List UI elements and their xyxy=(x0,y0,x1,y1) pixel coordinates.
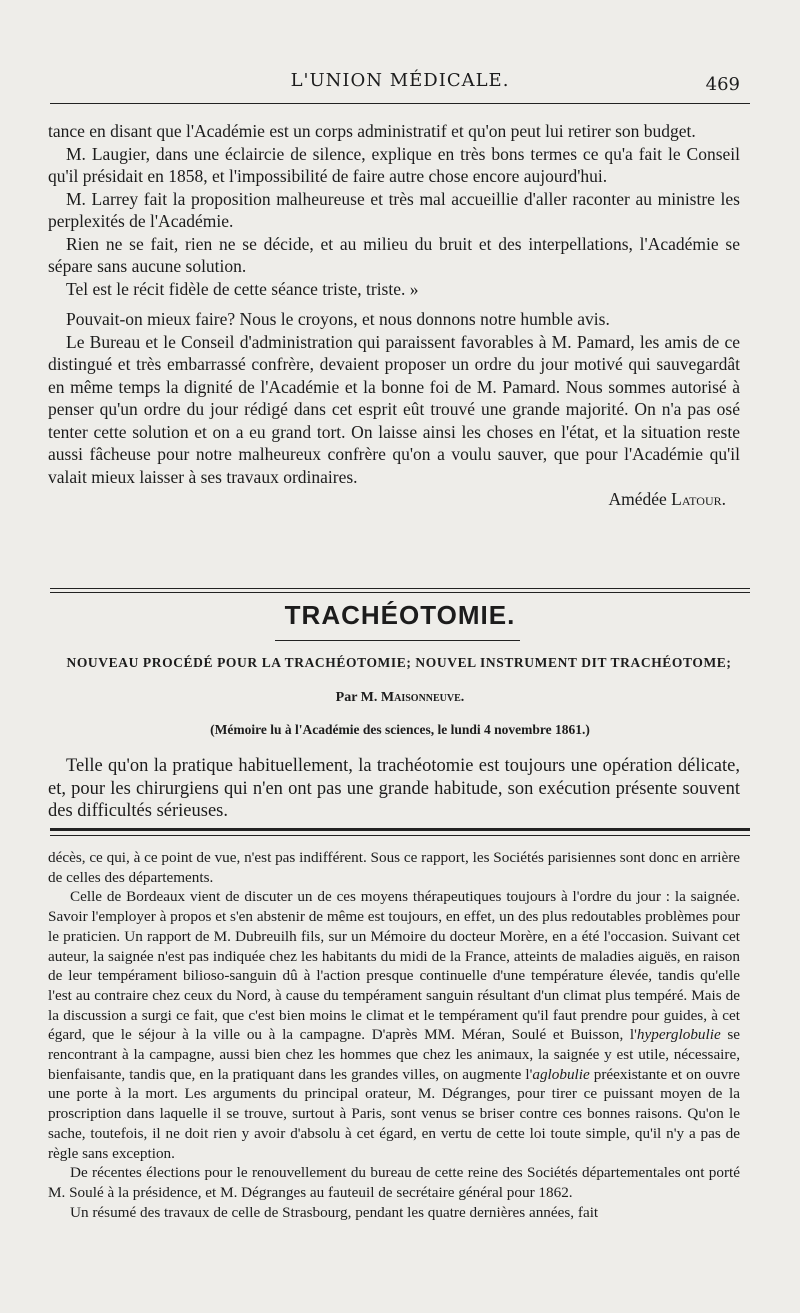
paragraph: De récentes élections pour le renouvellement du bureau de cette reine des Sociétés départementales ont porté M. Soulé à la présidence, et M. Dégranges au fauteuil de secrétaire général pour 1862. xyxy=(48,1164,740,1201)
signature xyxy=(48,488,740,511)
paragraph: tance en disant que l'Académie est un corps administratif et qu'on peut lui retirer son budget. xyxy=(48,121,696,141)
paragraph: Un résumé des travaux de celle de Strasbourg, pendant les quatre dernières années, fait xyxy=(70,1203,599,1221)
author-prefix: Par M. xyxy=(335,690,378,705)
italic-term: hyperglobulie xyxy=(636,1026,721,1044)
memoir-note: (Mémoire lu à l'Académie des sciences, le lundi 4 novembre 1861.) xyxy=(210,722,590,737)
paragraph: Pouvait-on mieux faire? Nous le croyons, et nous donnons notre humble avis. xyxy=(66,309,610,329)
page-number: 469 xyxy=(705,74,740,95)
feuilleton-separator xyxy=(50,828,750,831)
author-name: Maisonneuve. xyxy=(380,690,465,705)
signature-last-name: Latour. xyxy=(671,489,726,509)
section-separator xyxy=(50,588,750,593)
text-run: se rencontrant à la campagne, aussi bien chez les hommes que chez les animaux, la saignée y est utile, nécessaire, bienfaisante, tandis que, en la pratiquant dans les grandes villes, on augmente l' xyxy=(48,1026,740,1083)
section-intro xyxy=(48,755,740,823)
text-run: Celle de Bordeaux vient de discuter un de ces moyens thérapeutiques toujours à l'ordre du jour : la saignée. Savoir l'employer à propos et s'en abstenir de même est toujours, en effet, un des plus redoutables problèmes pour le praticien. Un rapport de M. Dubreuilh fils, sur un Mémoire du docteur Morère, en a été l'occasion. Suivant cet auteur, la saignée n'est pas indiquée chez les habitants du midi de la France, atteints de maladies aiguës, en raison de leur tempérament bilioso-sanguin dû à l'action presque continuelle d'une température élevée, tandis qu'elle l'est au contraire chez ceux du Nord, à cause du tempérament sanguin résultant d'un climat plus tempéré. Mais de la discussion a surgi ce fait, que c'est bien moins le climat et le tempérament qu'il faut prendre pour guides, à cet égard, que le séjour à la ville ou à la campagne. D'après MM. Méran, Soulé et Buisson, l' xyxy=(48,888,740,1044)
header-rule xyxy=(50,103,750,104)
italic-term: aglobulie xyxy=(532,1065,590,1083)
upper-article xyxy=(48,120,740,511)
paragraph: Telle qu'on la pratique habituellement, la trachéotomie est toujours une opération délicate, et, pour les chirurgiens qui n'en ont pas une grande habitude, son exécution présente souvent des difficultés sérieuses. xyxy=(48,756,740,821)
title-underline xyxy=(275,640,520,641)
paragraph: Tel est le récit fidèle de cette séance triste, triste. » xyxy=(66,278,419,299)
section-title: TRACHÉOTOMIE. xyxy=(284,600,516,630)
paragraph: M. Laugier, dans une éclaircie de silence, explique en très bons termes ce qu'a fait le Conseil qu'il présidait en 1858, et l'impossibilité de faire autre chose encore aujourd'hui. xyxy=(48,143,740,186)
text-run: préexistante et on ouvre une porte à la mort. Les arguments du principal orateur, M. Dégranges, pour tirer ce puissant moyen de la proscription dans laquelle il se trouve, surtout à Paris, sont venus se briser contre ces bonnes raisons. Qu'on le sache, toutefois, il ne doit rien y avoir d'absolu à cet égard, en vertu de cette loi toute simple, qu'il n'y a pas de règle sans exception. xyxy=(48,1065,740,1162)
lower-article xyxy=(48,848,740,1222)
author-line xyxy=(0,690,800,706)
paragraph: décès, ce qui, à ce point de vue, n'est pas indifférent. Sous ce rapport, les Sociétés parisiennes sont donc en arrière de celles des départements. xyxy=(48,849,740,886)
page-header xyxy=(50,62,750,102)
running-title: L'UNION MÉDICALE. xyxy=(290,70,510,91)
signature-first-name: Amédée xyxy=(608,489,667,509)
paragraph xyxy=(48,887,740,1163)
section-subtitle: NOUVEAU PROCÉDÉ POUR LA TRACHÉOTOMIE; NOUVEL INSTRUMENT DIT TRACHÉOTOME; xyxy=(66,655,732,670)
paragraph: Le Bureau et le Conseil d'administration qui paraissent favorables à M. Pamard, les amis de ce distingué et très embarrassé confrère, devaient proposer un ordre du jour motivé qui sauvegardât en même temps la dignité de l'Académie et la bonne foi de M. Pamard. Nous sommes autorisé à penser qu'un ordre du jour rédigé dans cet esprit eût trouvé une grande majorité. On n'a pas osé tenter cette solution et on a eu grand tort. On laisse ainsi les choses en l'état, et la situation reste aussi fâcheuse pour notre malheureux confrère qu'on a voulu sauver, que pour l'Académie qu'il valait mieux laisser à ses travaux ordinaires. xyxy=(48,331,740,487)
paragraph: M. Larrey fait la proposition malheureuse et très mal accueillie d'aller raconter au ministre les perplexités de l'Académie. xyxy=(48,188,740,231)
feuilleton-separator-thin xyxy=(50,835,750,836)
paragraph: Rien ne se fait, rien ne se décide, et au milieu du bruit et des interpellations, l'Académie se sépare sans aucune solution. xyxy=(48,233,740,276)
